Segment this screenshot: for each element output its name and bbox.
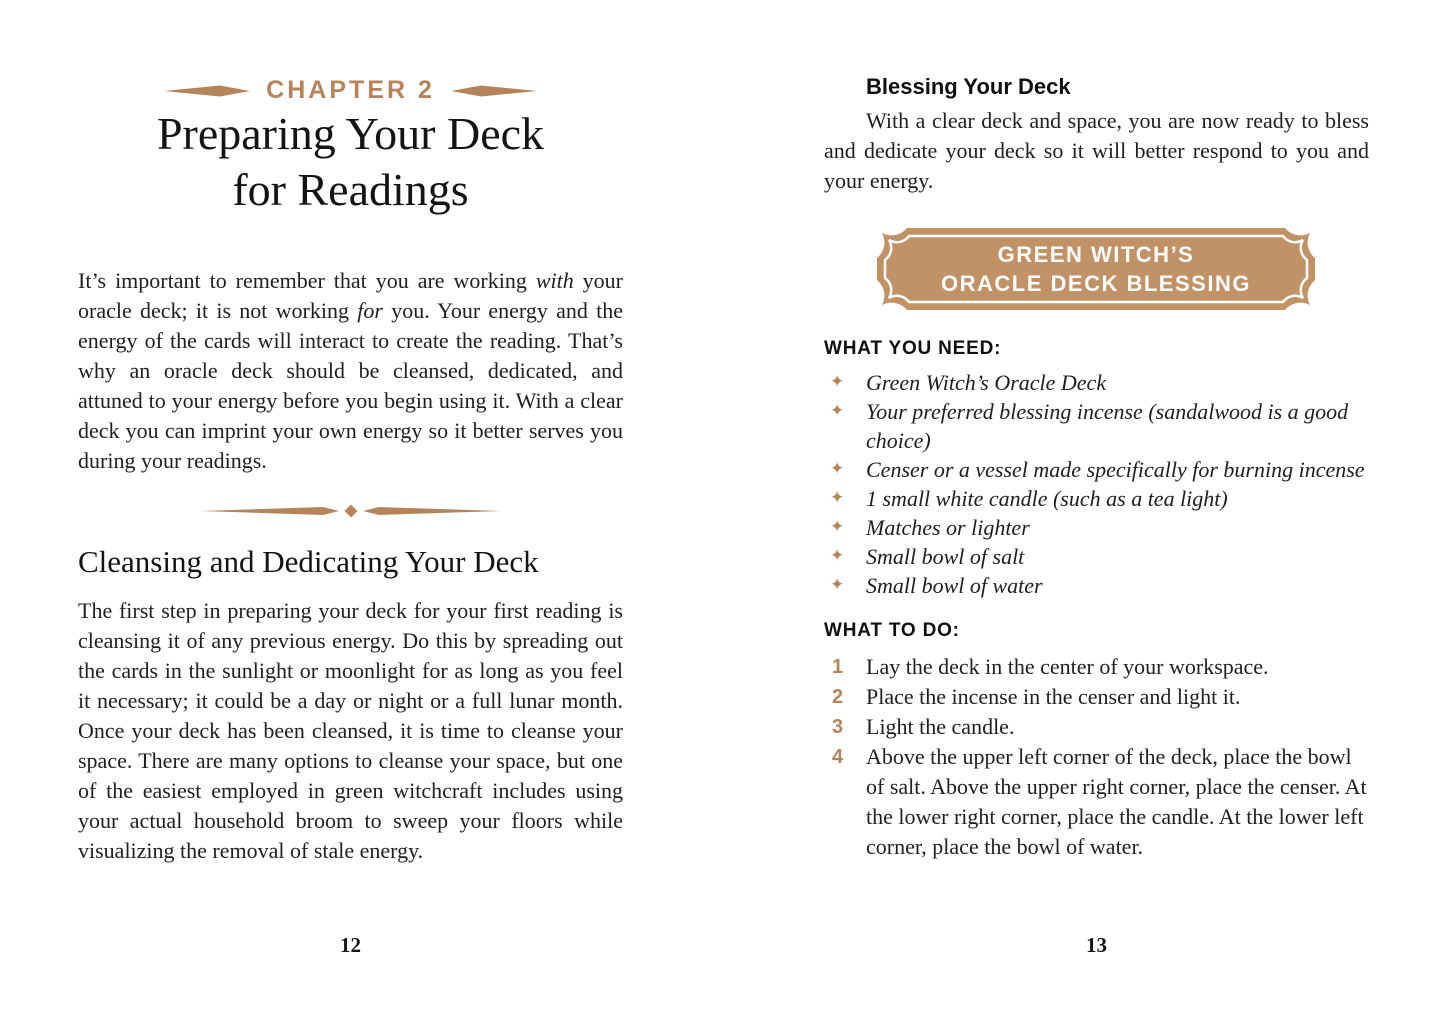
section-heading: Cleansing and Dedicating Your Deck [78, 544, 539, 579]
blessing-intro-paragraph: With a clear deck and space, you are now ready to bless and dedicate your deck so it will better respond to you and your energy. [824, 108, 1369, 193]
chapter-ornament-left-icon [164, 84, 252, 98]
supplies-list [824, 368, 1369, 600]
list-item [824, 397, 1369, 455]
list-item [824, 368, 1369, 397]
chapter-heading-row [78, 76, 623, 105]
step-text: Above the upper left corner of the deck, place the bowl of salt. Above the upper right corner, place the censer. At the lower right corner, place the candle. At the lower left corner, place the bowl of water. [866, 744, 1367, 859]
step-text: Light the candle. [866, 714, 1015, 739]
step-item [824, 742, 1369, 862]
list-item [824, 571, 1369, 600]
chapter-label: CHAPTER 2 [266, 76, 435, 104]
chapter-title-line1: Preparing Your Deck [156, 108, 545, 159]
supply-text: Your preferred blessing incense (sandalwood is a good choice) [866, 399, 1349, 453]
step-item [824, 712, 1369, 742]
page-number-right: 13 [1086, 933, 1107, 957]
left-page [78, 0, 623, 1032]
chapter-ornament-right-icon [449, 84, 537, 98]
sparkle-bullet-icon: ✦ [830, 546, 845, 566]
what-you-need-heading: WHAT YOU NEED: [824, 338, 1002, 359]
list-item [824, 455, 1369, 484]
sparkle-bullet-icon: ✦ [830, 459, 845, 479]
step-number: 3 [832, 716, 844, 738]
what-to-do-heading: WHAT TO DO: [824, 620, 960, 641]
list-item [824, 484, 1369, 513]
supply-text: Small bowl of water [866, 573, 1043, 598]
step-item [824, 652, 1369, 682]
blessing-badge [875, 226, 1317, 312]
supply-text: Green Witch’s Oracle Deck [866, 370, 1107, 395]
blessing-heading: Blessing Your Deck [866, 74, 1071, 99]
section-divider [78, 502, 623, 520]
sparkle-bullet-icon: ✦ [830, 517, 845, 537]
step-text: Place the incense in the censer and light it. [866, 684, 1241, 709]
sparkle-bullet-icon: ✦ [830, 401, 845, 421]
chapter-title-line2: for Readings [232, 164, 469, 215]
list-item [824, 513, 1369, 542]
chapter-title [78, 106, 623, 218]
sparkle-bullet-icon: ✦ [830, 488, 845, 508]
supply-text: Censer or a vessel made specifically for burning incense [866, 457, 1365, 482]
sparkle-bullet-icon: ✦ [830, 372, 845, 392]
right-page [824, 0, 1369, 1032]
step-number: 1 [832, 656, 844, 678]
supply-text: Matches or lighter [866, 515, 1030, 540]
step-number: 4 [832, 746, 844, 768]
badge-title-line1: GREEN WITCH’S [997, 242, 1195, 267]
step-text: Lay the deck in the center of your workspace. [866, 654, 1269, 679]
step-item [824, 682, 1369, 712]
intro-paragraph: It’s important to remember that you are working with your oracle deck; it is not working for you. Your energy and the energy of the cards will interact to create the reading. That’s why an oracle deck should be cleansed, dedicated, and attuned to your energy before you begin using it. With a clear deck you can imprint your own energy so it better serves you during your readings. [78, 268, 624, 473]
step-number: 2 [832, 686, 844, 708]
badge-title-line2: ORACLE DECK BLESSING [941, 271, 1251, 296]
divider-ornament-icon [201, 502, 501, 520]
badge-title [875, 226, 1317, 312]
list-item [824, 542, 1369, 571]
section-paragraph: The first step in preparing your deck for your first reading is cleansing it of any previous energy. Do this by spreading out the cards in the sunlight or moonlight for as long as you feel it necessary; it could be a day or night or a full lunar month. Once your deck has been cleansed, it is time to cleanse your space. There are many options to cleanse your space, but one of the easiest employed in green witchcraft includes using your actual household broom to sweep your floors while visualizing the removal of stale energy. [78, 598, 623, 863]
supply-text: Small bowl of salt [866, 544, 1025, 569]
sparkle-bullet-icon: ✦ [830, 575, 845, 595]
supply-text: 1 small white candle (such as a tea light) [866, 486, 1228, 511]
steps-list [824, 652, 1369, 862]
page-number-left: 12 [340, 933, 361, 957]
